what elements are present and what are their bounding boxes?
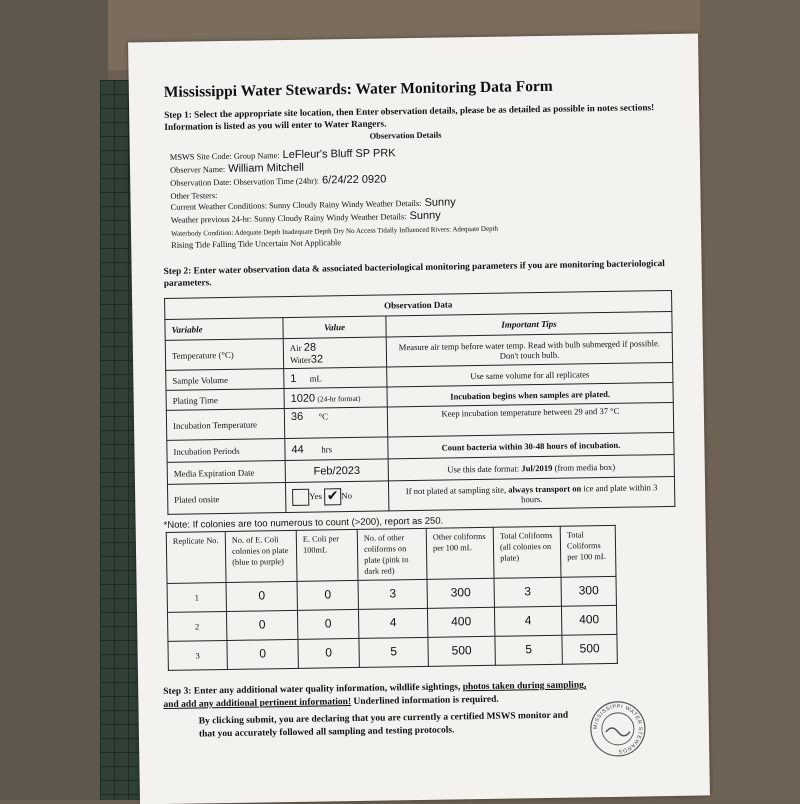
incubation-period-value[interactable]: 44 xyxy=(291,443,304,456)
background-right xyxy=(700,0,800,800)
incubation-temp-value[interactable]: 36 xyxy=(290,410,304,423)
svg-text:MISSISSIPPI WATER STEWARDS: MISSISSIPPI WATER STEWARDS xyxy=(592,703,643,754)
plating-time-value[interactable]: 1020 xyxy=(290,392,316,405)
step2-instructions: Step 2: Enter water observation data & associated bacteriological monitoring parameters if you are monitoring bacteriological parameters. xyxy=(163,259,665,289)
incubation-temperature-row: Incubation Temperature 36 °C Keep incubation temperature between 29 and 37 °C xyxy=(166,402,673,440)
observation-data-table xyxy=(164,290,675,515)
col-tips: Important Tips xyxy=(386,311,672,336)
step1-instructions: Step 1: Select the appropriate site location, then Enter observation details, please be as detailed as possible in notes sections! Information is listed as you will enter to Water Rangers. xyxy=(164,103,655,133)
weather-previous-value[interactable]: Sunny xyxy=(409,209,441,223)
plated-yes-checkbox[interactable] xyxy=(292,489,309,506)
date-row: Observation Date: Observation Time (24hr): 6/24/22 0920 xyxy=(170,173,387,188)
table-row: 1 0 0 3 300 3 300 xyxy=(167,576,616,612)
media-expiration-value[interactable]: Feb/2023 xyxy=(313,464,361,478)
plated-no-checkbox[interactable] xyxy=(324,488,341,505)
testers-row: Other Testers: xyxy=(170,191,218,201)
tide-row: Rising Tide Falling Tide Uncertain Not Applicable xyxy=(171,238,342,250)
mississippi-water-stewards-seal xyxy=(588,699,647,758)
water-temp-value[interactable]: 32 xyxy=(310,352,324,366)
air-temp-value[interactable]: 28 xyxy=(303,341,317,354)
weather-details-value[interactable]: Sunny xyxy=(424,196,456,209)
certification-declaration: By clicking submit, you are declaring that you are currently a certified MSWS monitor and that you accurately followed all sampling and testing protocols. xyxy=(198,710,569,740)
weather-previous-row: Weather previous 24-hr: Sunny Cloudy Rainy Windy Weather Details: Sunny xyxy=(170,209,441,225)
site-name-value[interactable]: LeFleur's Bluff SP PRK xyxy=(282,147,396,162)
sample-volume-row: Sample Volume 1 mL Use same volume for all replicates xyxy=(166,362,673,390)
waterbody-condition: Waterbody Condition: Adequate Depth Inadequate Depth Dry No Access Tidally Influenced Rivers: Adequate Depth xyxy=(170,224,499,238)
observer-name-value[interactable]: William Mitchell xyxy=(228,161,305,175)
table-row: 3 0 0 5 500 5 500 xyxy=(168,634,617,670)
checkmark-icon: ✔ xyxy=(326,489,339,505)
media-expiration-row: Media Expiration Date Feb/2023 Use this date format: Jul/2019 (from media box) xyxy=(167,454,674,484)
observation-data-heading: Observation Data xyxy=(165,290,672,319)
plating-time-row: Plating Time 1020 (24-hr format) Incubation begins when samples are plated. xyxy=(166,382,673,410)
temperature-row: Temperature (°C) Air 28 Water32 Measure air temp before water temp. Read with bulb submerged if possible. Don't touch bulb. xyxy=(165,332,672,370)
form-title: Mississippi Water Stewards: Water Monitoring Data Form xyxy=(163,77,553,101)
wave-icon xyxy=(606,728,630,736)
plated-onsite-row: Plated onsite Yes ✔ No If not plated at sampling site, always transport on ice and plate within 3 hours. xyxy=(167,476,674,514)
observation-date-value[interactable]: 6/24/22 0920 xyxy=(322,173,387,187)
step3-instructions: Step 3: Enter any additional water quality information, wildlife sightings, photos taken during sampling, and add any additional pertinent information! Underlined information is required. xyxy=(163,680,587,711)
col-value: Value xyxy=(283,316,386,339)
col-variable: Variable xyxy=(165,318,283,341)
form-paper xyxy=(128,34,710,804)
observer-row: Observer Name: William Mitchell xyxy=(169,161,305,175)
background-left xyxy=(0,0,108,800)
table-row: 2 0 0 4 400 4 400 xyxy=(167,605,616,641)
site-code-row: MSWS Site Code: Group Name: LeFleur's Bluff SP PRK xyxy=(169,147,396,162)
colony-header-row: Replicate No. No. of E. Coli colonies on plate (blue to purple) E. Coli per 100mL No. of other coliforms on plate (pink to dark red) Other coliforms per 100 mL Total Coliforms (all colonies on plate) Total Coliforms per 100 mL xyxy=(166,525,616,583)
incubation-period-row: Incubation Periods 44 hrs Count bacteria within 30-48 hours of incubation. xyxy=(167,432,674,462)
sample-volume-value[interactable]: 1 xyxy=(290,372,297,385)
weather-row: Current Weather Conditions: Sunny Cloudy Rainy Windy Weather Details: Sunny xyxy=(170,196,456,212)
note-colonies: *Note: If colonies are too numerous to count (>200), report as 250. xyxy=(163,515,444,531)
colony-count-table xyxy=(166,525,618,671)
observation-details-heading: Observation Details xyxy=(369,129,442,141)
